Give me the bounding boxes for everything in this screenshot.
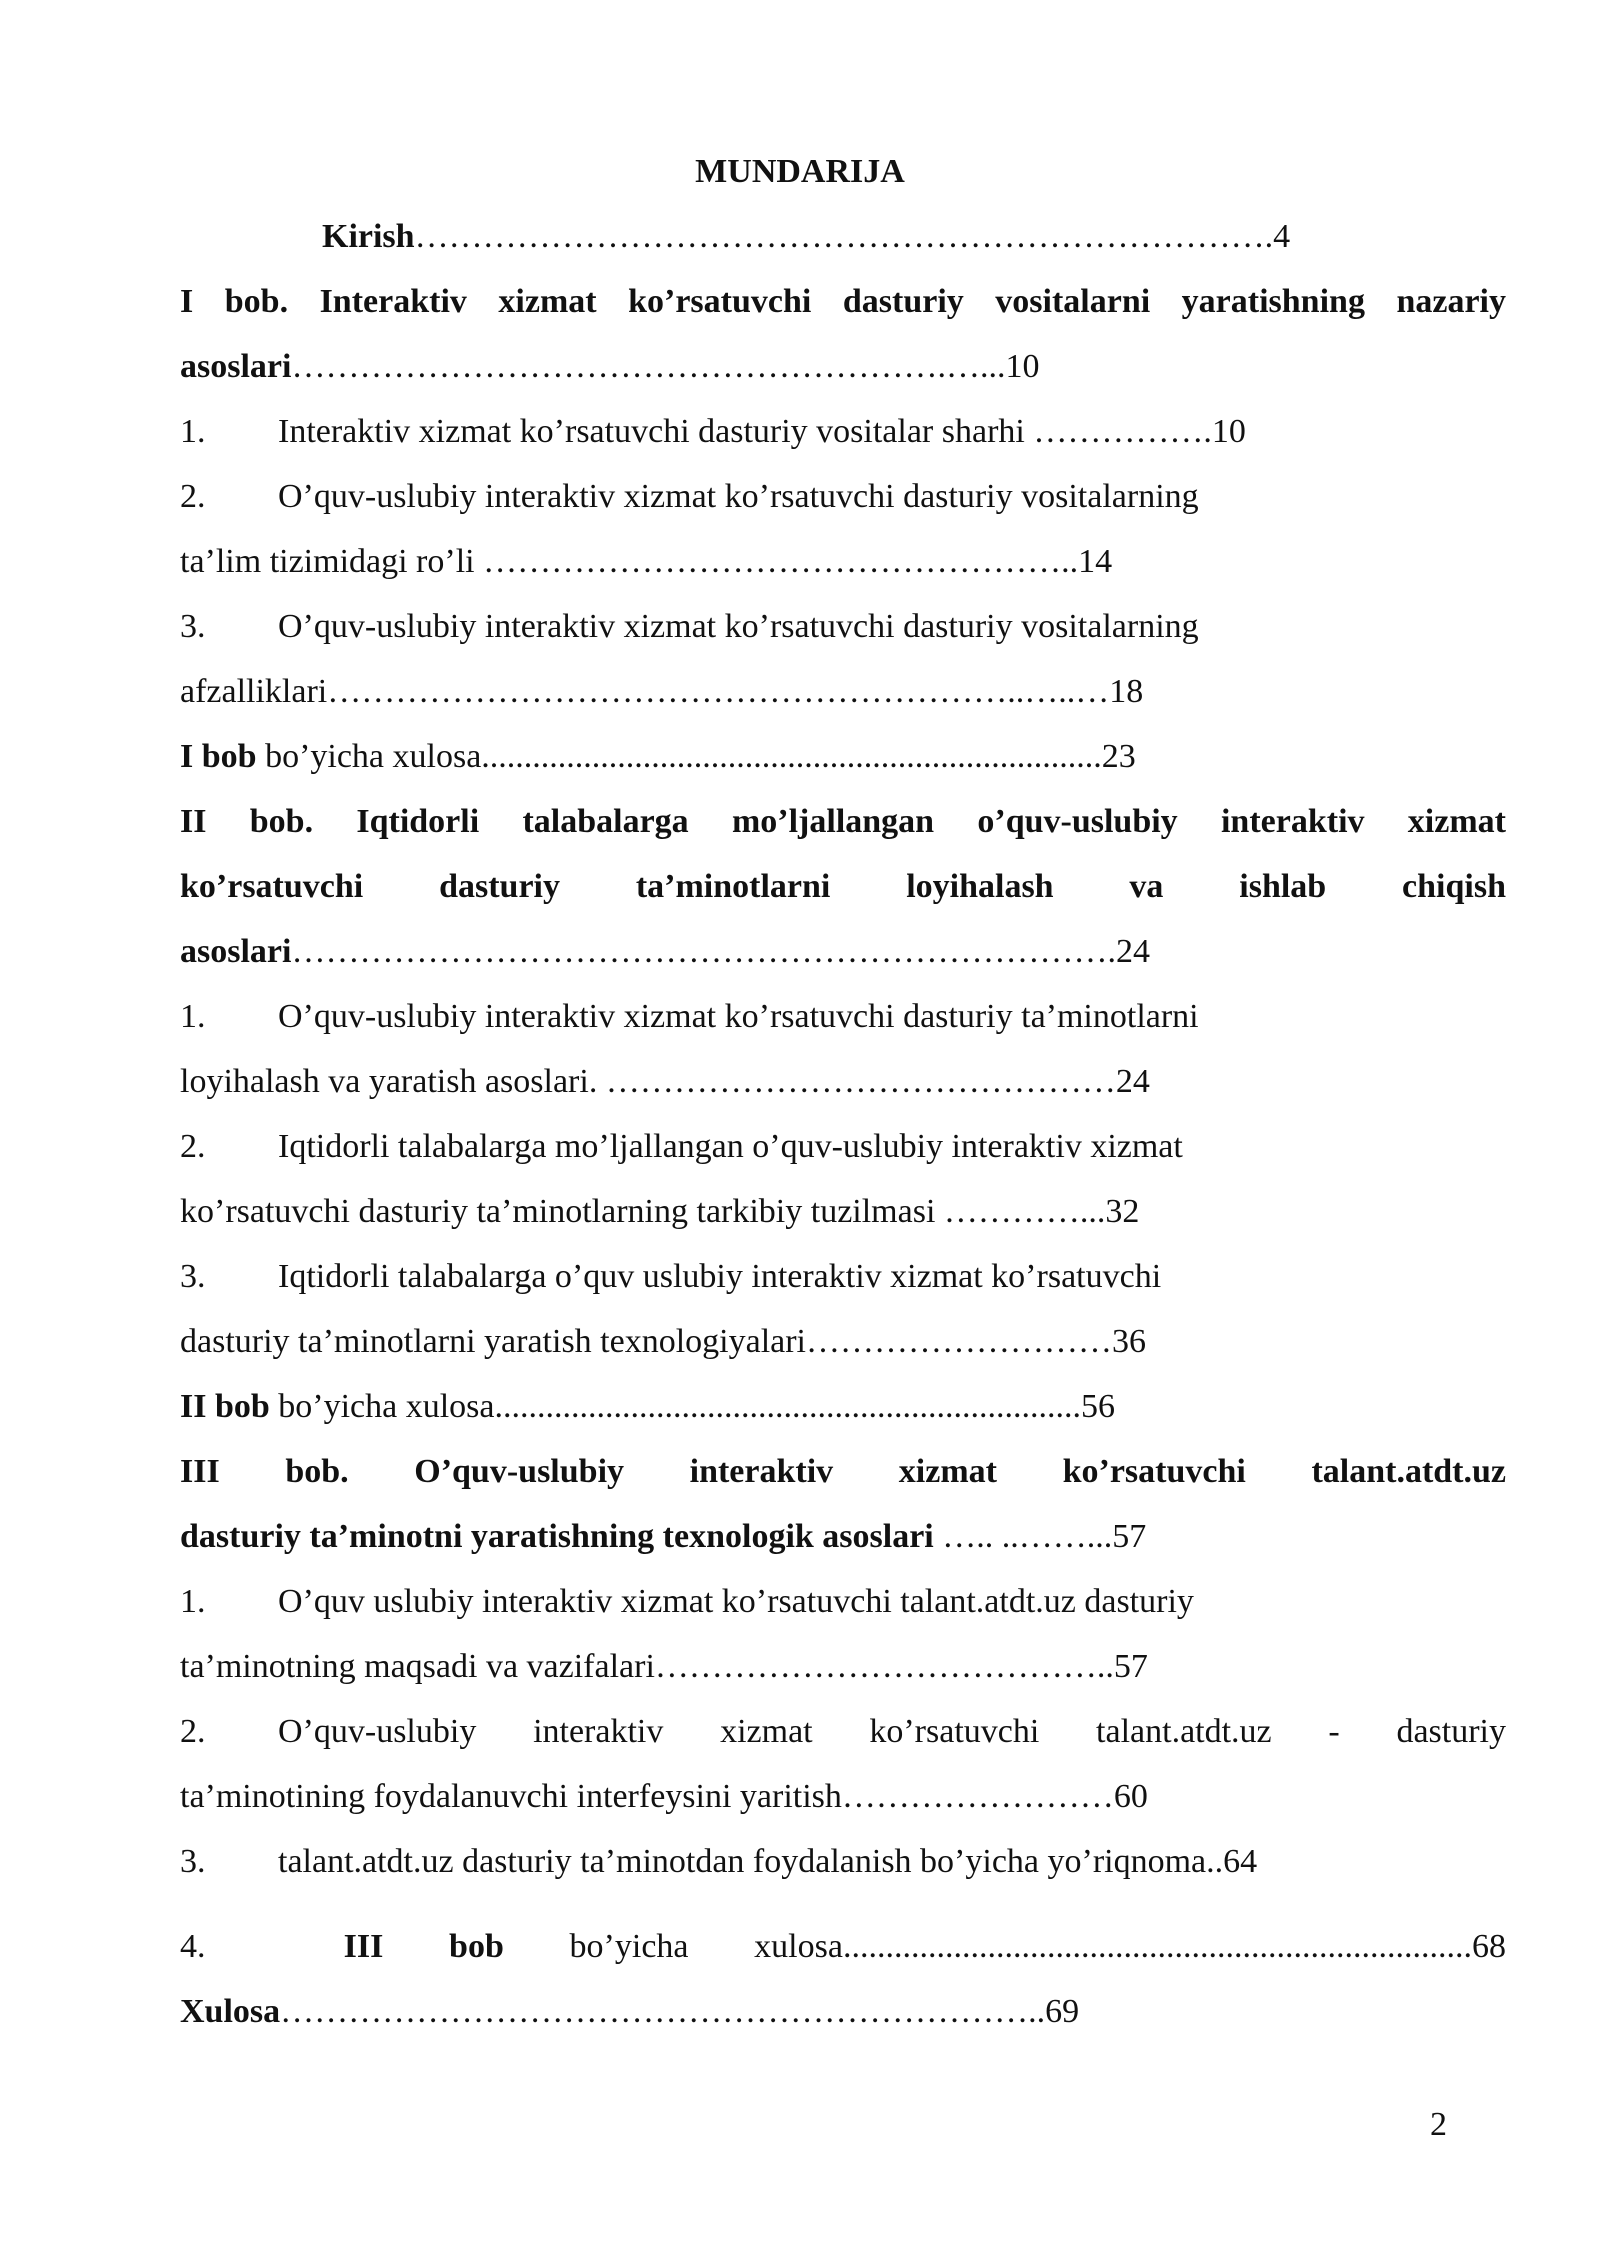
toc-chapter-2-heading: II bob. Iqtidorli talabalarga mo’ljallangan o’quv-uslubiy interaktiv xizmat xyxy=(180,803,1506,840)
toc-entry-kirish xyxy=(322,217,1422,257)
toc-entry-dots: ….. ..……...57 xyxy=(933,1518,1147,1555)
section-number: 3. xyxy=(180,1843,206,1880)
section-text: Iqtidorli talabalarga o’quv uslubiy interaktiv xizmat ko’rsatuvchi xyxy=(278,1258,1162,1295)
toc-chapter-1-conclusion xyxy=(180,737,1506,777)
toc-entry-text: bo’yicha xulosa.....................................................................56 xyxy=(269,1388,1115,1425)
toc-section-3-4 xyxy=(180,1927,1506,1967)
toc-entry-label: bob xyxy=(449,1928,504,1965)
toc-entry-dots: …………………………………………………………..69 xyxy=(280,1993,1080,2030)
toc-section-1-1 xyxy=(180,412,1506,452)
toc-entry-xulosa xyxy=(180,1992,1506,2032)
toc-entry-label: asoslari xyxy=(180,933,292,970)
section-text: O’quv uslubiy interaktiv xizmat ko’rsatuvchi talant.atdt.uz dasturiy xyxy=(278,1583,1194,1620)
section-text: Iqtidorli talabalarga mo’ljallangan o’quv-uslubiy interaktiv xizmat xyxy=(278,1128,1183,1165)
section-text: talant.atdt.uz dasturiy ta’minotdan foydalanish bo’yicha yo’riqnoma..64 xyxy=(278,1843,1258,1880)
toc-section-1-2-cont: ta’lim tizimidagi ro’li ……………………………………………..14 xyxy=(180,543,1113,580)
toc-entry-text: bo’yicha xyxy=(569,1928,689,1965)
section-text: O’quv-uslubiy interaktiv xizmat ko’rsatuvchi talant.atdt.uz - dasturiy xyxy=(278,1713,1506,1750)
section-text: Interaktiv xizmat ko’rsatuvchi dasturiy vositalar sharhi …………….10 xyxy=(278,413,1246,450)
toc-entry-label: II bob xyxy=(180,1388,270,1425)
toc-section-1-3-cont: afzalliklari……………………………………………………..…..…18 xyxy=(180,673,1144,710)
toc-entry-label: Kirish xyxy=(322,218,415,255)
toc-entry-label: Xulosa xyxy=(180,1993,281,2030)
toc-section-2-3 xyxy=(180,1257,1506,1297)
section-text: O’quv-uslubiy interaktiv xizmat ko’rsatuvchi dasturiy vositalarning xyxy=(278,608,1199,645)
section-number: 1. xyxy=(180,998,206,1035)
toc-chapter-2-heading-cont: ko’rsatuvchi dasturiy ta’minotlarni loyihalash va ishlab chiqish xyxy=(180,868,1506,905)
toc-section-3-3 xyxy=(180,1842,1506,1882)
section-number: 2. xyxy=(180,1713,206,1750)
toc-chapter-3-heading-cont xyxy=(180,1517,1506,1557)
toc-entry-label: I bob xyxy=(180,738,257,775)
page-number: 2 xyxy=(1430,2106,1447,2143)
toc-chapter-3-heading: III bob. O’quv-uslubiy interaktiv xizmat ko’rsatuvchi talant.atdt.uz xyxy=(180,1453,1506,1490)
toc-entry-dots: ………………………………………………….…...10 xyxy=(291,348,1040,385)
toc-section-2-3-cont: dasturiy ta’minotlarni yaratish texnologiyalari………………………36 xyxy=(180,1323,1146,1360)
page-title: MUNDARIJA xyxy=(695,153,905,190)
toc-entry-text: bo’yicha xulosa.........................................................................23 xyxy=(256,738,1136,775)
toc-section-2-2-cont: ko’rsatuvchi dasturiy ta’minotlarning tarkibiy tuzilmasi …………...32 xyxy=(180,1193,1140,1230)
toc-entry-dots: ……………………………………………………………….24 xyxy=(291,933,1150,970)
toc-section-2-2 xyxy=(180,1127,1506,1167)
toc-section-3-1 xyxy=(180,1582,1506,1622)
toc-entry-label: dasturiy ta’minotni yaratishning texnologik asoslari xyxy=(180,1518,934,1555)
toc-section-3-2-cont: ta’minotining foydalanuvchi interfeysini yaritish……………………60 xyxy=(180,1778,1148,1815)
toc-entry-label: III xyxy=(343,1928,384,1965)
toc-entry-dots: ………………………………………………………………….4 xyxy=(414,218,1291,255)
toc-section-3-1-cont: ta’minotning maqsadi va vazifalari…………………………………..57 xyxy=(180,1648,1148,1685)
toc-section-3-2 xyxy=(180,1712,1506,1752)
toc-chapter-2-conclusion xyxy=(180,1387,1506,1427)
toc-section-2-1 xyxy=(180,997,1506,1037)
toc-section-1-2 xyxy=(180,477,1506,517)
section-number: 1. xyxy=(180,1583,206,1620)
section-number: 4. xyxy=(180,1928,206,1965)
section-text: O’quv-uslubiy interaktiv xizmat ko’rsatuvchi dasturiy vositalarning xyxy=(278,478,1199,515)
toc-entry-text: xulosa..........................................................................68 xyxy=(754,1928,1506,1965)
toc-section-2-1-cont: loyihalash va yaratish asoslari. ………………………………………24 xyxy=(180,1063,1150,1100)
toc-section-1-3 xyxy=(180,607,1506,647)
toc-chapter-1-heading-cont xyxy=(180,347,1506,387)
section-text: O’quv-uslubiy interaktiv xizmat ko’rsatuvchi dasturiy ta’minotlarni xyxy=(278,998,1199,1035)
toc-chapter-2-heading-end xyxy=(180,932,1506,972)
section-number: 2. xyxy=(180,1128,206,1165)
section-number: 2. xyxy=(180,478,206,515)
section-number: 1. xyxy=(180,413,206,450)
toc-entry-label: asoslari xyxy=(180,348,292,385)
toc-chapter-1-heading: I bob. Interaktiv xizmat ko’rsatuvchi dasturiy vositalarni yaratishning nazariy xyxy=(180,283,1506,320)
section-number: 3. xyxy=(180,1258,206,1295)
section-number: 3. xyxy=(180,608,206,645)
